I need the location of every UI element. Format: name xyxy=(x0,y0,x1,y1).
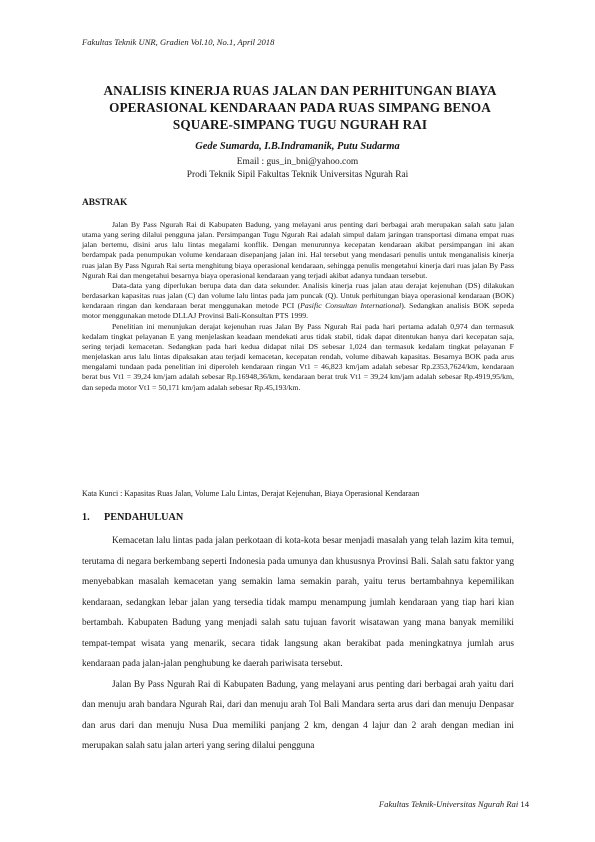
section-number: 1. xyxy=(82,512,90,523)
section-heading xyxy=(82,512,183,523)
title-line: SQUARE-SIMPANG TUGU NGURAH RAI xyxy=(172,117,428,132)
abstract-paragraph: Penelitian ini menunjukan derajat kejenuhan ruas Jalan By Pass Ngurah Rai pada hari pertama adalah 0,974 dan termasuk kedalam tingkat pelayanan E yang menjelaskan keadaan mendekati arus tidak stabil, tidak dapat ditentukan hanya dari kecepatan saja, sering terjadi kemacetan. Sedangkan pada hari kedua didapat nilai DS sebesar 1,024 dan termasuk kedalam tingkat pelayanan F menjelaskan arus lalu lintas dipaksakan atau terjadi kemacetan, kecepatan rendah, volume dibawah kapasitas. Besarnya BOK pada arus mengalami tundaan pada penelitian ini diperoleh kendaraan ringan Vt1 = 46,823 km/jam adalah sebesar Rp.2353,7624/km, kendaraan berat bus Vt1 = 39,24 km/jam adalah sebesar Rp.16948,36/km, kendaraan berat truk Vt1 = 39,24 km/jam adalah sebesar Rp.4919,95/km, dan sepeda motor Vt1 = 50,171 km/jam adalah sebesar Rp.45,193/km. xyxy=(82,321,514,392)
body-paragraph: Jalan By Pass Ngurah Rai di Kabupaten Badung, yang melayani arus penting dari berbagai arah yaitu dari dan menuju arah bandara Ngurah Rai, dari dan menuju arah Tol Bali Mandara serta arus dari dan menuju Denpasar dan arus dari dan menuju Nusa Dua memiliki panjang 2 km, dengan 4 lajur dan 2 arah dengan median ini merupakan salah satu jalan arteri yang sering dilalui pengguna xyxy=(82,679,514,751)
abstract-italic-term: Pasific Consultan International xyxy=(300,301,402,311)
abstract-text: ). Sedangkan analisis BOK sepeda motor menggunakan metode DLLAJ Provinsi Bali-Konsultan PTS 1999. xyxy=(82,301,514,321)
abstract-heading: ABSTRAK xyxy=(82,198,128,208)
running-head: Fakultas Teknik UNR, Gradien Vol.10, No.1, April 2018 xyxy=(82,37,275,47)
affiliation: Prodi Teknik Sipil Fakultas Teknik Universitas Ngurah Rai xyxy=(186,170,409,180)
body-paragraph: Kemacetan lalu lintas pada jalan perkotaan di kota-kota besar menjadi masalah yang telah lazim kita temui, terutama di negara berkembang seperti Indonesia pada umunya dan khususnya Provinsi Bali. Salah satu faktor yang menyebabkan masalah kemacetan yang semakin lama semakin parah, yaitu terus bertambahnya kepemilikan kendaraan, sedangkan lebar jalan yang tersedia tidak mampu menampung jumlah kendaraan yang tiap hari kian bertambah. Kabupaten Badung yang menjadi salah satu tujuan favorit wisatawan yang mana banyak memiliki tempat-tempat wisata yang menarik, secara tidak langsung akan berakibat pada meningkatnya jumlah arus kendaraan pada jalan-jalan penghubung ke daerah pariwisata tersebut. xyxy=(82,536,514,669)
keywords: Kata Kunci : Kapasitas Ruas Jalan, Volume Lalu Lintas, Derajat Kejenuhan, Biaya Operasional Kendaraan xyxy=(82,489,420,498)
footer-text: Fakultas Teknik-Universitas Ngurah Rai xyxy=(378,799,519,809)
author-email: Email : gus_in_bni@yahoo.com xyxy=(236,157,359,167)
abstract-paragraph: Jalan By Pass Ngurah Rai di Kabupaten Badung, yang melayani arus penting dari berbagai arah merupakan salah satu jalan utama yang sering dilalui pengguna jalan. Persimpangan Tugu Ngurah Rai adalah simpul dalam jaringan transportasi dimana empat ruas jalan bertemu, disini arus lalu lintas megalami konflik. Dengan menurunnya kecepatan kendaraan akibat persimpangan ini akan berdampak pada penumpukan volume kendaraan disepanjang jalan ini. Hal tersebut yang mendasari penulis untuk menganalisis kinerja ruas jalan By Pass Ngurah Rai serta menghitung biaya operasional kendaraan, sehingga penulis mengetahui kinerja dari ruas jalan By Pass Ngurah Rai dan mengetahui besarnya biaya operasional kendaraan yang terjadi akibat adanya tundaan tersebut. xyxy=(82,220,514,280)
abstract-paragraph xyxy=(82,281,514,322)
title-line: OPERASIONAL KENDARAAN PADA RUAS SIMPANG BENOA xyxy=(109,100,491,115)
authors: Gede Sumarda, I.B.Indramanik, Putu Sudarma xyxy=(195,141,400,152)
abstract-text: Data-data yang diperlukan berupa data dan data sekunder. Analisis kinerja ruas jalan atau derajat kejenuhan (DS) dilakukan berdasarkan kapasitas ruas jalan (C) dan volume lalu lintas pada jam puncak (Q). Untuk perhitungan biaya operasional kendaraan (BOK) kendaraan ringan dan kendaraan berat menggunakan metode PCI ( xyxy=(82,280,514,311)
section-title: PENDAHULUAN xyxy=(104,512,184,523)
paper-title xyxy=(70,82,530,133)
page-number: 14 xyxy=(520,799,529,809)
section-body xyxy=(82,531,514,757)
abstract xyxy=(82,220,514,393)
title-line: ANALISIS KINERJA RUAS JALAN DAN PERHITUNGAN BIAYA xyxy=(103,83,497,98)
page-footer xyxy=(379,799,529,809)
